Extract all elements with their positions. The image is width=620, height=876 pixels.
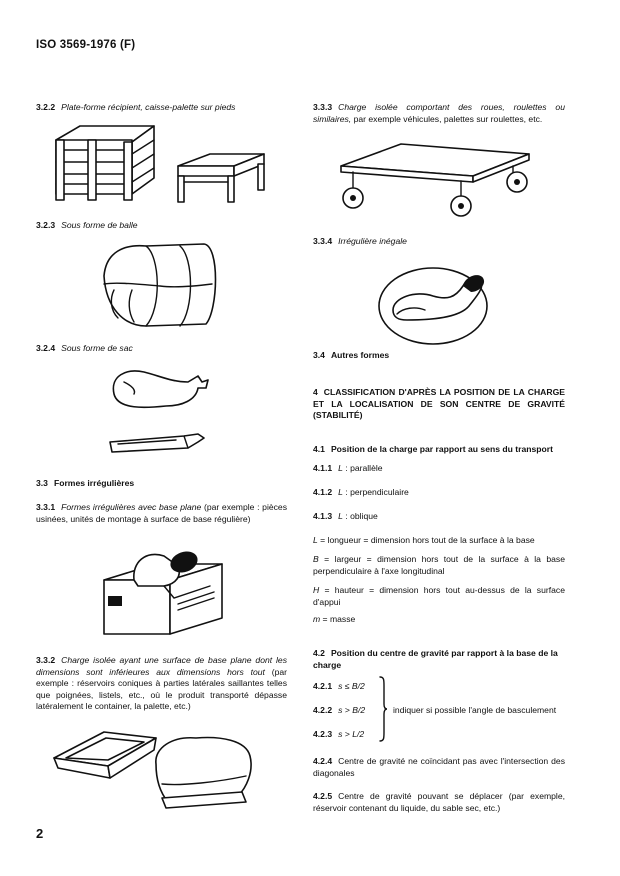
tray-and-load-figure xyxy=(50,728,280,810)
definition-h: H = hauteur = dimension hors tout au-dessus de la surface d'appui xyxy=(313,585,565,607)
section-3-3-1: 3.3.1 Formes irrégulières avec base plane (par exemple : pièces usinées, unités de montage à surface de base régulière) xyxy=(36,502,288,524)
section-3-4: 3.4 Autres formes xyxy=(313,350,390,360)
definition-l: L = longueur = dimension hors tout de la surface à la base xyxy=(313,535,535,545)
section-4-1-3: 4.1.3 L : oblique xyxy=(313,511,378,521)
irregular-load-figure xyxy=(375,262,495,350)
bale-figure xyxy=(96,238,226,330)
section-3-3: 3.3 Formes irrégulières xyxy=(36,478,135,488)
section-4-heading: 4 CLASSIFICATION D'APRÈS LA POSITION DE LA CHARGE ET LA LOCALISATION DE SON CENTRE DE GRAVITÉ (STABILITÉ) xyxy=(313,387,565,421)
section-4-2-3: 4.2.3 s > L/2 xyxy=(313,729,365,739)
section-4-2-5: 4.2.5 Centre de gravité pouvant se déplacer (par exemple, réservoir contenant du liquide, du sable sec, etc.) xyxy=(313,791,565,813)
section-3-2-4: 3.2.4 Sous forme de sac xyxy=(36,343,133,353)
definition-m: m = masse xyxy=(313,614,356,624)
section-4-1-2: 4.1.2 L : perpendiculaire xyxy=(313,487,409,497)
section-4-1: 4.1 Position de la charge par rapport au sens du transport xyxy=(313,444,554,454)
crate-pallet-figure xyxy=(50,120,280,210)
section-3-3-4: 3.3.4 Irrégulière inégale xyxy=(313,236,407,246)
section-4-2: 4.2 Position du centre de gravité par rapport à la base de la charge xyxy=(313,648,558,670)
section-4-2-2: 4.2.2 s > B/2 xyxy=(313,705,366,715)
section-4-2-1: 4.2.1 s ≤ B/2 xyxy=(313,681,365,691)
page-header: ISO 3569-1976 (F) xyxy=(36,39,136,51)
wheeled-platform-figure xyxy=(335,140,535,220)
machined-part-figure xyxy=(98,540,228,640)
section-3-2-3: 3.2.3 Sous forme de balle xyxy=(36,220,138,230)
section-3-3-3: 3.3.3 Charge isolée comportant des roues, roulettes ou similaires, par exemple véhicules, palettes sur roulettes, etc. xyxy=(313,102,565,124)
section-3-2-2: 3.2.2 Plate-forme récipient, caisse-palette sur pieds xyxy=(36,102,236,112)
section-3-3-2: 3.3.2 Charge isolée ayant une surface de base plane dont les dimensions sont inférieures aux dimensions hors tout (par exemple : réservoirs coniques à parties latérales saillantes telles que poignées, listels, etc., où le produit transporté dépasse latéralement le container, la palette, etc.) xyxy=(36,655,287,712)
definition-b: B = largeur = dimension hors tout de la surface à la base perpendiculaire à l'axe longitudinal xyxy=(313,554,565,576)
section-4-2-4: 4.2.4 Centre de gravité ne coïncidant pas avec l'intersection des diagonales xyxy=(313,756,565,778)
brace-note: indiquer si possible l'angle de basculement xyxy=(393,705,557,715)
brace-symbol xyxy=(378,676,388,742)
section-4-1-1: 4.1.1 L : parallèle xyxy=(313,463,383,473)
page-number: 2 xyxy=(36,826,44,841)
sack-figure xyxy=(106,364,216,464)
